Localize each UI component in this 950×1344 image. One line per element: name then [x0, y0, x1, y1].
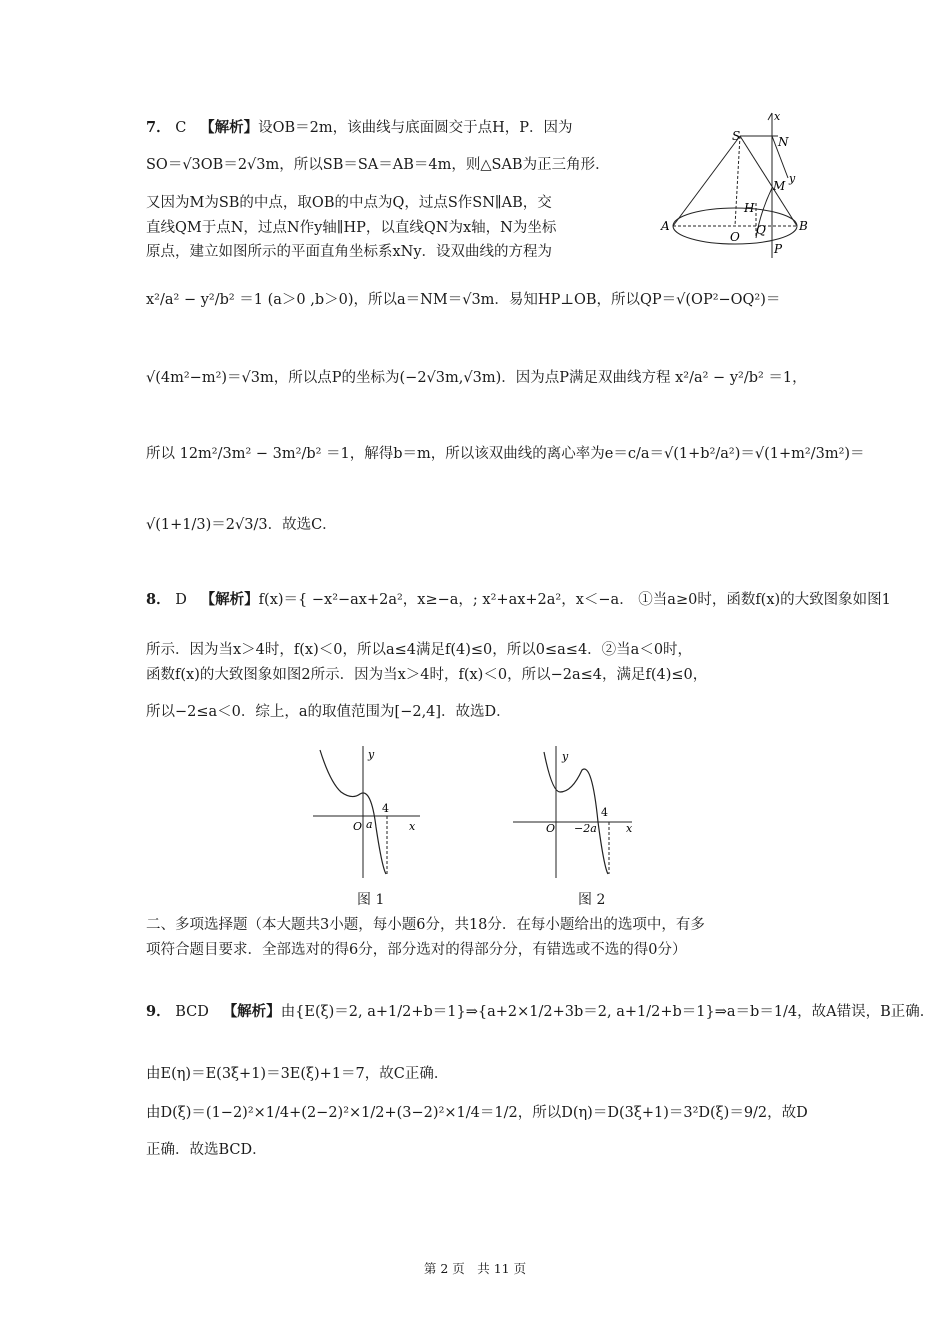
q8-line4: 所以−2≤a＜0．综上，a的取值范围为[−2,4]．故选D．	[146, 704, 511, 720]
fig-label-s: S	[732, 129, 741, 143]
fig-label-x: x	[774, 110, 781, 123]
q9-line3: 由D(ξ)＝(1−2)²×1/4+(2−2)²×1/2+(3−2)²×1/4＝1/2，所以D(η)＝D(3ξ+1)＝3²D(ξ)＝9/2，故D	[146, 1105, 808, 1121]
fig1-a-label: a	[366, 818, 373, 831]
fig1-curve	[320, 750, 386, 874]
fig2-four: 4	[601, 806, 608, 819]
fig1-y-label: y	[368, 748, 375, 761]
fig-label-y: y	[789, 172, 796, 185]
fig-label-p: P	[774, 242, 783, 256]
q8-line1	[146, 590, 891, 610]
fig-label-m: M	[773, 179, 786, 193]
cone-edge-sa	[673, 136, 740, 226]
fig-label-h: H	[744, 201, 755, 215]
q7-text-1: 设OB＝2m，该曲线与底面圆交于点H，P．因为	[258, 120, 573, 136]
q7-line7: √(4m²−m²)＝√3m，所以点P的坐标为(−2√3m,√3m)．因为点P满足双曲线方程 x²/a² − y²/b² ＝1，	[146, 370, 807, 386]
graph-figure-2	[508, 742, 638, 882]
section2-heading-line2: 项符合题目要求．全部选对的得6分，部分选对的得部分分，有错选或不选的得0分）	[146, 942, 687, 958]
fig-label-q: Q	[756, 223, 766, 237]
fig-label-o: O	[730, 230, 740, 244]
fig2-y-label: y	[562, 750, 569, 763]
section2-heading-line1: 二、多项选择题（本大题共3小题，每小题6分，共18分．在每小题给出的选项中，有多	[146, 917, 705, 933]
fig1-x-label: x	[409, 820, 416, 833]
fig1-four: 4	[382, 802, 389, 815]
q7-number: 7．	[146, 119, 171, 136]
q9-line4: 正确．故选BCD．	[146, 1142, 267, 1158]
graph-figure-1	[308, 742, 426, 882]
q9-line1	[146, 1002, 934, 1022]
fig-label-n: N	[778, 135, 789, 149]
q8-line3: 函数f(x)的大致图象如图2所示．因为当x＞4时，f(x)＜0，所以−2a≤4，满足f(4)≤0，	[146, 667, 708, 683]
q9-answer: BCD	[175, 1004, 209, 1020]
q7-line2: SO＝√3OB＝2√3m，所以SB＝SA＝AB＝4m，则△SAB为正三角形．	[146, 157, 610, 173]
q7-line8: 所以 12m²/3m² − 3m²/b² ＝1，解得b＝m，所以该双曲线的离心率为e＝c/a＝√(1+b²/a²)＝√(1+m²/3m²)＝	[146, 446, 865, 462]
fig2-x-label: x	[626, 822, 633, 835]
q9-number: 9．	[146, 1003, 171, 1020]
q7-answer: C	[175, 120, 187, 136]
fig1-origin: O	[353, 820, 363, 833]
q8-answer: D	[175, 592, 187, 608]
q9-text-1: 由{E(ξ)＝2, a+1/2+b＝1}⇒{a+2×1/2+3b＝2, a+1/2+b＝1}⇒a＝b＝1/4，故A错误，B正确．	[280, 1004, 935, 1020]
fig1-caption: 图 1	[357, 892, 385, 908]
q9-line2: 由E(η)＝E(3ξ+1)＝3E(ξ)+1＝7，故C正确．	[146, 1066, 449, 1082]
q8-tag: 【解析】	[200, 591, 259, 608]
q7-tag: 【解析】	[200, 119, 259, 136]
fig-label-a: A	[661, 219, 670, 233]
q9-tag: 【解析】	[222, 1003, 281, 1020]
fig2-caption: 图 2	[578, 892, 606, 908]
q8-number: 8．	[146, 591, 171, 608]
q7-line3: 又因为M为SB的中点，取OB的中点为Q，过点S作SN∥AB，交	[146, 195, 552, 211]
q7-line1	[146, 118, 573, 138]
q7-line5: 原点，建立如图所示的平面直角坐标系xNy．设双曲线的方程为	[146, 244, 553, 260]
q8-line2: 所示．因为当x＞4时，f(x)＜0，所以a≤4满足f(4)≤0，所以0≤a≤4．②当a＜0时，	[146, 642, 693, 658]
cone-height-so	[735, 136, 740, 226]
cone-figure	[660, 108, 815, 263]
fig2-neg2a-label: −2a	[574, 822, 597, 835]
fig2-origin: O	[546, 822, 556, 835]
page-footer: 第 2 页 共 11 页	[423, 1261, 527, 1276]
q8-text-1: f(x)＝{ −x²−ax+2a²，x≥−a，; x²+ax+2a²，x＜−a． ①当a≥0时，函数f(x)的大致图象如图1	[258, 592, 891, 608]
q7-line9: √(1+1/3)＝2√3/3．故选C．	[146, 517, 337, 533]
q7-line6: x²/a² − y²/b² ＝1 (a＞0 ,b＞0)，所以a＝NM＝√3m．易知HP⊥OB，所以QP＝√(OP²−OQ²)＝	[146, 292, 781, 308]
q7-line4: 直线QM于点N，过点N作y轴∥HP，以直线QN为x轴，N为坐标	[146, 220, 557, 236]
x-axis-arrow	[768, 113, 772, 120]
fig-label-b: B	[799, 219, 808, 233]
fig2-curve	[544, 752, 608, 874]
